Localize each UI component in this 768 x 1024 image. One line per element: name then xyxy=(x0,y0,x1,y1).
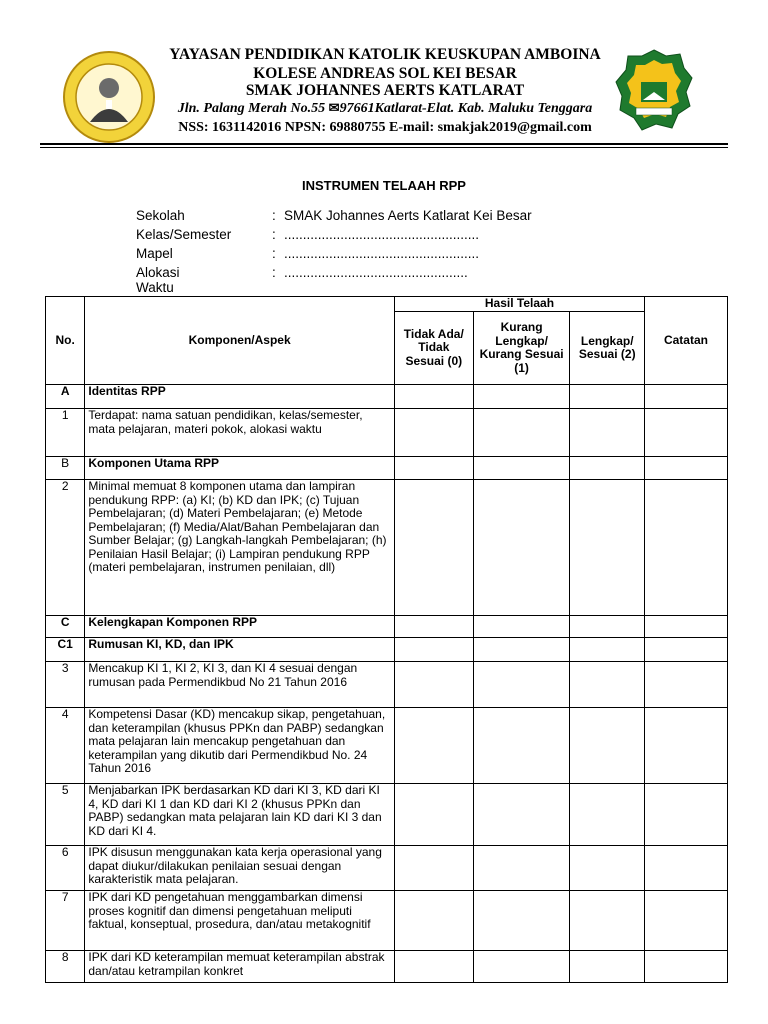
table-row xyxy=(46,409,728,457)
info-colon: : xyxy=(272,265,276,280)
row-no: C xyxy=(46,616,85,638)
header-no: No. xyxy=(46,297,85,385)
cell-lengkap[interactable] xyxy=(570,784,644,846)
cell-kurang[interactable] xyxy=(473,846,570,891)
cell-catatan[interactable] xyxy=(644,638,727,662)
cell-tidak[interactable] xyxy=(394,846,473,891)
row-no: 1 xyxy=(46,409,85,457)
cell-tidak[interactable] xyxy=(394,662,473,708)
cell-tidak[interactable] xyxy=(394,638,473,662)
table-row xyxy=(46,480,728,616)
cell-lengkap[interactable] xyxy=(570,891,644,951)
row-no: 6 xyxy=(46,846,85,891)
cell-kurang[interactable] xyxy=(473,638,570,662)
info-value: SMAK Johannes Aerts Katlarat Kei Besar xyxy=(284,208,532,223)
letterhead-address xyxy=(150,100,620,117)
letterhead-ids: NSS: 1631142016 NPSN: 69880755 E-mail: smakjak2019@gmail.com xyxy=(178,120,592,135)
cell-catatan[interactable] xyxy=(644,409,727,457)
cell-lengkap[interactable] xyxy=(570,638,644,662)
cell-lengkap[interactable] xyxy=(570,662,644,708)
cell-catatan[interactable] xyxy=(644,662,727,708)
cell-catatan[interactable] xyxy=(644,708,727,784)
cell-kurang[interactable] xyxy=(473,708,570,784)
table-row xyxy=(46,638,728,662)
cell-kurang[interactable] xyxy=(473,409,570,457)
cell-tidak[interactable] xyxy=(394,951,473,983)
info-colon: : xyxy=(272,208,276,223)
row-aspect: Kompetensi Dasar (KD) mencakup sikap, pengetahuan, dan keterampilan (khusus PPKn dan PABP) sedangkan mata pelajaran lain mencakup pengetahuan dan keterampilan yang dikutib dari Permendikbud No. 24 Tahun 2016 xyxy=(85,708,395,784)
table-row xyxy=(46,385,728,409)
cell-catatan[interactable] xyxy=(644,480,727,616)
cell-lengkap[interactable] xyxy=(570,708,644,784)
cell-lengkap[interactable] xyxy=(570,846,644,891)
row-aspect: IPK dari KD pengetahuan menggambarkan dimensi proses kognitif dan dimensi pengetahuan meliputi faktual, konseptual, prosedura, dan/atau metakognitif xyxy=(85,891,395,951)
cell-catatan[interactable] xyxy=(644,891,727,951)
cell-kurang[interactable] xyxy=(473,951,570,983)
row-no: 8 xyxy=(46,951,85,983)
table-row xyxy=(46,951,728,983)
cell-catatan[interactable] xyxy=(644,457,727,480)
cell-tidak[interactable] xyxy=(394,616,473,638)
row-aspect: Identitas RPP xyxy=(85,385,395,409)
table-row xyxy=(46,846,728,891)
row-no: C1 xyxy=(46,638,85,662)
header-tidak-sesuai: Tidak Ada/ Tidak Sesuai (0) xyxy=(394,312,473,385)
cell-kurang[interactable] xyxy=(473,891,570,951)
header-lengkap-sesuai: Lengkap/ Sesuai (2) xyxy=(570,312,644,385)
row-aspect: Menjabarkan IPK berdasarkan KD dari KI 3, KD dari KI 4, KD dari KI 1 dan KD dari KI 2 (khusus PPKn dan PABP) sedangkan mata pelajaran lain KD dari KI 3 dan KD dari KI 4. xyxy=(85,784,395,846)
info-colon: : xyxy=(272,227,276,242)
cell-tidak[interactable] xyxy=(394,708,473,784)
cell-catatan[interactable] xyxy=(644,951,727,983)
row-no: A xyxy=(46,385,85,409)
table-row xyxy=(46,457,728,480)
cell-lengkap[interactable] xyxy=(570,385,644,409)
row-no: 4 xyxy=(46,708,85,784)
table-row xyxy=(46,708,728,784)
letterhead-foundation: YAYASAN PENDIDIKAN KATOLIK KEUSKUPAN AMBOINA xyxy=(169,46,601,63)
cell-tidak[interactable] xyxy=(394,409,473,457)
table-row xyxy=(46,662,728,708)
info-colon: : xyxy=(272,246,276,261)
school-crest-logo xyxy=(62,50,156,144)
info-label: Mapel xyxy=(136,246,173,261)
cell-kurang[interactable] xyxy=(473,784,570,846)
cell-kurang[interactable] xyxy=(473,662,570,708)
cell-catatan[interactable] xyxy=(644,385,727,409)
header-kurang-sesuai: Kurang Lengkap/ Kurang Sesuai (1) xyxy=(473,312,570,385)
cell-kurang[interactable] xyxy=(473,480,570,616)
cell-lengkap[interactable] xyxy=(570,409,644,457)
header-hasil-telaah: Hasil Telaah xyxy=(394,297,644,312)
row-no: 7 xyxy=(46,891,85,951)
table-row xyxy=(46,784,728,846)
row-aspect: IPK dari KD keterampilan memuat keterampilan abstrak dan/atau ketrampilan konkret xyxy=(85,951,395,983)
row-aspect: Kelengkapan Komponen RPP xyxy=(85,616,395,638)
header-catatan: Catatan xyxy=(644,297,727,385)
cell-catatan[interactable] xyxy=(644,616,727,638)
cell-lengkap[interactable] xyxy=(570,616,644,638)
letterhead-divider-thin xyxy=(40,147,728,148)
info-label: Kelas/Semester xyxy=(136,227,232,242)
row-aspect: Komponen Utama RPP xyxy=(85,457,395,480)
cell-catatan[interactable] xyxy=(644,784,727,846)
letterhead-college: KOLESE ANDREAS SOL KEI BESAR xyxy=(253,65,517,82)
row-aspect: Minimal memuat 8 komponen utama dan lampiran pendukung RPP: (a) KI; (b) KD dan IPK; (c) Tujuan Pembelajaran; (d) Materi Pembelajaran; (e) Metode Pembelajaran; (f) Media/Alat/Bahan Pembelajaran dan Sumber Belajar; (g) Langkah-langkah Pembelajaran; (h) Penilaian Hasil Belajar; (i) Lampiran pendukung RPP (materi pembelajaran, instrumen penilaian, dll) xyxy=(85,480,395,616)
cell-lengkap[interactable] xyxy=(570,480,644,616)
cell-tidak[interactable] xyxy=(394,891,473,951)
cell-kurang[interactable] xyxy=(473,457,570,480)
cell-catatan[interactable] xyxy=(644,846,727,891)
info-value: .................................................... xyxy=(284,246,480,261)
header-komponen: Komponen/Aspek xyxy=(85,297,395,385)
document-title: INSTRUMEN TELAAH RPP xyxy=(302,178,466,193)
row-no: 3 xyxy=(46,662,85,708)
envelope-icon: ✉ xyxy=(328,100,340,115)
address-city: 97661Katlarat-Elat. Kab. Maluku Tenggara xyxy=(339,101,593,116)
info-label: Alokasi Waktu xyxy=(136,265,180,295)
table-row xyxy=(46,616,728,638)
row-no: 5 xyxy=(46,784,85,846)
row-aspect: Mencakup KI 1, KI 2, KI 3, dan KI 4 sesuai dengan rumusan pada Permendikbud No 21 Tahun 2016 xyxy=(85,662,395,708)
cell-lengkap[interactable] xyxy=(570,951,644,983)
table-row xyxy=(46,891,728,951)
letterhead-school: SMAK JOHANNES AERTS KATLARAT xyxy=(245,82,525,99)
address-street: Jln. Palang Merah No.55 xyxy=(177,101,326,116)
row-aspect: Terdapat: nama satuan pendidikan, kelas/semester, mata pelajaran, materi pokok, alokasi waktu xyxy=(85,409,395,457)
cell-tidak[interactable] xyxy=(394,784,473,846)
info-label: Sekolah xyxy=(136,208,185,223)
row-aspect: Rumusan KI, KD, dan IPK xyxy=(85,638,395,662)
row-no: 2 xyxy=(46,480,85,616)
row-aspect: IPK disusun menggunakan kata kerja operasional yang dapat diukur/dilakukan penilaian sesuai dengan karakteristik mata pelajaran. xyxy=(85,846,395,891)
info-value: ................................................. xyxy=(284,265,468,280)
letterhead-divider xyxy=(40,143,728,145)
cell-tidak[interactable] xyxy=(394,385,473,409)
info-value: .................................................... xyxy=(284,227,480,242)
cell-tidak[interactable] xyxy=(394,457,473,480)
review-table xyxy=(45,296,728,983)
cell-lengkap[interactable] xyxy=(570,457,644,480)
row-no: B xyxy=(46,457,85,480)
cell-kurang[interactable] xyxy=(473,616,570,638)
cell-tidak[interactable] xyxy=(394,480,473,616)
cell-kurang[interactable] xyxy=(473,385,570,409)
kemenag-logo xyxy=(614,48,694,132)
